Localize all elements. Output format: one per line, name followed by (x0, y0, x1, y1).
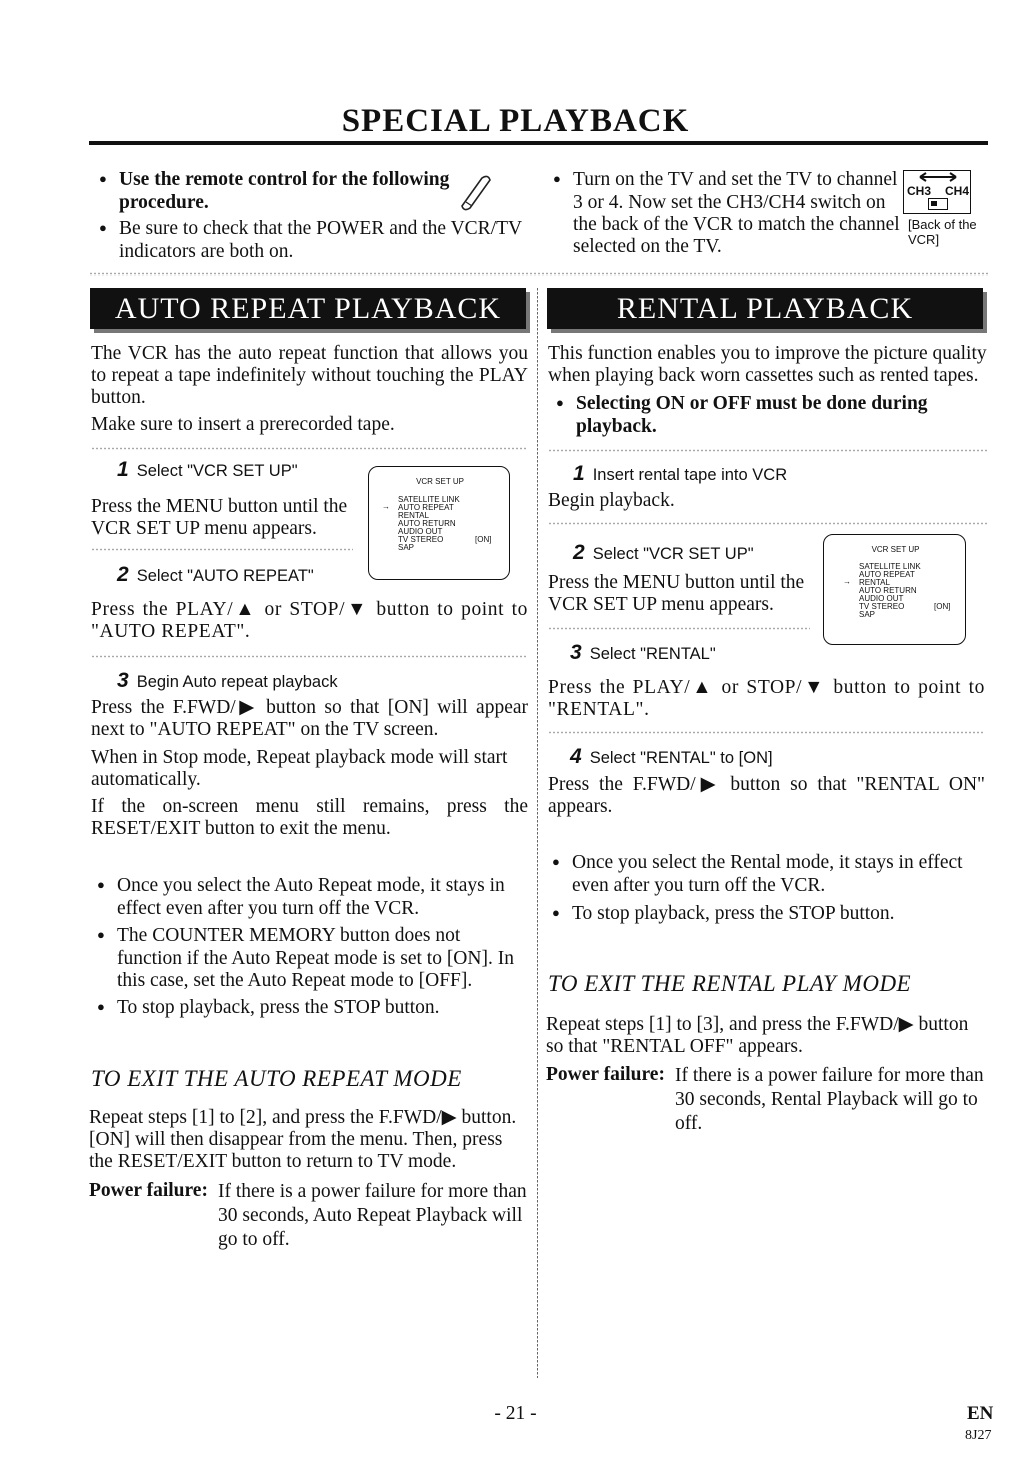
title-rule (89, 141, 988, 145)
auto-repeat-step3-body-3: If the on-screen menu still remains, press the RESET/EXIT button to exit the menu. (91, 796, 528, 839)
separator (91, 655, 528, 658)
page-number: - 21 - (494, 1403, 537, 1424)
separator (548, 449, 988, 452)
menu-item: AUDIO OUT (398, 527, 443, 536)
vcr-setup-menu-screen-rental (823, 534, 966, 645)
auto-repeat-exit-title: TO EXIT THE AUTO REPEAT MODE (91, 1066, 462, 1091)
menu-item: RENTAL (398, 511, 429, 520)
language-code: EN (967, 1403, 994, 1424)
menu-item: AUDIO OUT (859, 594, 904, 603)
menu-item: TV STEREO (859, 602, 905, 611)
vcr-setup-menu-screen (368, 466, 510, 580)
rental-exit-body: Repeat steps [1] to [3], and press the F.FWD/▶ button so that "RENTAL OFF" appears. (546, 1014, 969, 1057)
menu-title: VCR SET UP (416, 477, 464, 486)
auto-repeat-step2-heading: 2 Select "AUTO REPEAT" (117, 563, 314, 586)
rental-step1-heading: 1 Insert rental tape into VCR (573, 462, 788, 485)
ch4-label: CH4 (945, 184, 970, 198)
menu-on-label: [ON] (475, 535, 492, 544)
rental-step2-heading: 2 Select "VCR SET UP" (573, 541, 754, 564)
page-title: SPECIAL PLAYBACK (341, 103, 690, 139)
menu-item: TV STEREO (398, 535, 444, 544)
separator (91, 548, 353, 551)
auto-repeat-step2-body: Press the PLAY/▲ or STOP/▼ button to point to "AUTO REPEAT". (91, 599, 528, 642)
rental-step3-heading: 3 Select "RENTAL" (570, 641, 716, 664)
auto-repeat-step1-heading: 1 Select "VCR SET UP" (117, 458, 298, 481)
menu-items (398, 496, 460, 552)
menu-item: AUTO REPEAT (859, 570, 915, 579)
auto-repeat-step3-heading: 3 Begin Auto repeat playback (117, 669, 338, 692)
switch-slider (928, 198, 948, 210)
intro-bullet-power: ●Be sure to check that the POWER and the VCR/TV indicators are both on. (91, 218, 541, 263)
intro-divider (89, 272, 988, 276)
menu-item: SATELLITE LINK (398, 495, 460, 504)
intro-bullet-remote: ●Use the remote control for the following procedure. (91, 169, 491, 214)
separator (91, 447, 528, 450)
rental-note-1: ●Once you select the Rental mode, it stays in effect even after you turn off the VCR. (544, 852, 988, 897)
intro-bullet-channel: ●Turn on the TV and set the TV to channel 3 or 4. Now set the CH3/CH4 switch on the back of the VCR to match the channel selected on the TV. (545, 169, 900, 258)
menu-item: AUTO RETURN (398, 519, 456, 528)
rental-intro-bullet: ●Selecting ON or OFF must be done during playback. (548, 393, 988, 438)
double-arrow-icon (918, 172, 958, 182)
auto-repeat-exit-body: Repeat steps [1] to [2], and press the F.FWD/▶ button. [ON] will then disappear from the menu. Then, press the RESET/EXIT button to return to TV mode. (89, 1107, 517, 1172)
auto-repeat-step3-body-1: Press the F.FWD/▶ button so that [ON] will appear next to "AUTO REPEAT" on the TV screen. (91, 697, 528, 740)
column-divider (537, 288, 538, 1378)
menu-title: VCR SET UP (871, 545, 920, 554)
rental-exit-title: TO EXIT THE RENTAL PLAY MODE (548, 971, 912, 996)
remote-control-icon (452, 170, 498, 216)
menu-item: AUTO RETURN (859, 586, 917, 595)
menu-item: SAP (398, 543, 415, 552)
rental-step1-body: Begin playback. (548, 490, 675, 511)
menu-cursor: → (843, 577, 851, 586)
switch-caption: [Back of the VCR] (908, 217, 977, 247)
rental-banner: RENTAL PLAYBACK (547, 288, 983, 329)
auto-repeat-note-3: ●To stop playback, press the STOP button. (89, 997, 529, 1020)
separator (548, 731, 985, 734)
auto-repeat-step1-body: Press the MENU button until the VCR SET UP menu appears. (91, 496, 348, 539)
ch-switch-diagram (903, 170, 971, 214)
ch3-label: CH3 (907, 184, 932, 198)
model-code: 8J27 (965, 1428, 992, 1443)
auto-repeat-intro: The VCR has the auto repeat function that allows you to repeat a tape indefinitely without touching the PLAY button. (91, 343, 528, 408)
rental-step3-body: Press the PLAY/▲ or STOP/▼ button to point to "RENTAL". (548, 677, 985, 720)
menu-item: SATELLITE LINK (859, 562, 921, 571)
auto-repeat-note-2: ●The COUNTER MEMORY button does not function if the Auto Repeat mode is set to [ON]. In this case, set the Auto Repeat mode to [OFF]. (89, 925, 529, 992)
rental-power-failure-label: Power failure: (546, 1064, 665, 1085)
auto-repeat-power-failure-body: If there is a power failure for more than 30 seconds, Auto Repeat Playback will go to off. (218, 1181, 527, 1250)
auto-repeat-banner: AUTO REPEAT PLAYBACK (90, 288, 526, 329)
menu-on-label: [ON] (934, 602, 951, 611)
rental-intro: This function enables you to improve the picture quality when playing back worn cassettes such as rented tapes. (548, 343, 987, 386)
auto-repeat-intro-tape: Make sure to insert a prerecorded tape. (91, 414, 395, 435)
auto-repeat-power-failure-label: Power failure: (89, 1180, 208, 1201)
rental-step4-body: Press the F.FWD/▶ button so that "RENTAL ON" appears. (548, 774, 985, 817)
menu-item: SAP (859, 610, 876, 619)
separator (548, 627, 810, 630)
menu-item: RENTAL (859, 578, 890, 587)
menu-item: AUTO REPEAT (398, 503, 454, 512)
menu-cursor: → (382, 502, 390, 511)
auto-repeat-step3-body-2: When in Stop mode, Repeat playback mode will start automatically. (91, 747, 508, 790)
rental-power-failure-body: If there is a power failure for more than 30 seconds, Rental Playback will go to off. (675, 1065, 984, 1134)
auto-repeat-note-1: ●Once you select the Auto Repeat mode, it stays in effect even after you turn off the VCR. (89, 875, 529, 920)
separator (548, 522, 988, 525)
rental-step2-body: Press the MENU button until the VCR SET UP menu appears. (548, 572, 805, 615)
menu-items (859, 563, 921, 619)
rental-step4-heading: 4 Select "RENTAL" to [ON] (570, 745, 773, 768)
rental-note-2: ●To stop playback, press the STOP button. (544, 903, 988, 926)
